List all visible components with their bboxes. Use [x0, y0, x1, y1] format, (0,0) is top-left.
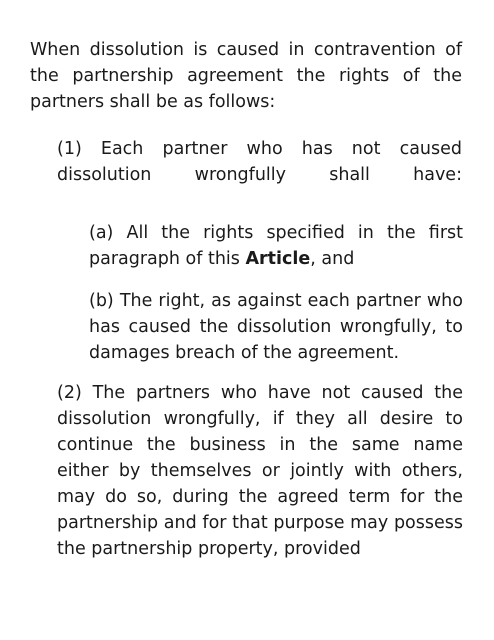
article-bold-term: Article: [245, 249, 311, 269]
item-1-word: wrongfully: [194, 165, 286, 185]
sub-a-paragraph: [89, 220, 463, 272]
sub-a-text-after: , and: [310, 249, 355, 269]
item-1-word: have:: [413, 165, 462, 185]
intro-paragraph: When dissolution is caused in contravention of the partnership agreement the rights of the partners shall be as follows:: [30, 40, 462, 112]
item-1-paragraph: [57, 136, 462, 188]
sub-b-paragraph: (b) The right, as against each partner who has caused the dissolution wrongfully, to damages breach of the agreement.: [89, 291, 463, 363]
item-1-line-2: [57, 162, 462, 188]
item-2-paragraph: (2) The partners who have not caused the dissolution wrongfully, if they all desire to continue the business in the same name either by themselves or jointly with others, may do so, during the agreed term for the partnership and for that purpose may possess the partnership property, provided: [57, 383, 463, 559]
sub-a-text-before: (a) All the rights specified in the first paragraph of this: [89, 223, 463, 269]
item-1-line-1: (1) Each partner who has not caused: [57, 139, 462, 159]
item-1-word: dissolution: [57, 165, 152, 185]
item-1-word: shall: [329, 165, 370, 185]
